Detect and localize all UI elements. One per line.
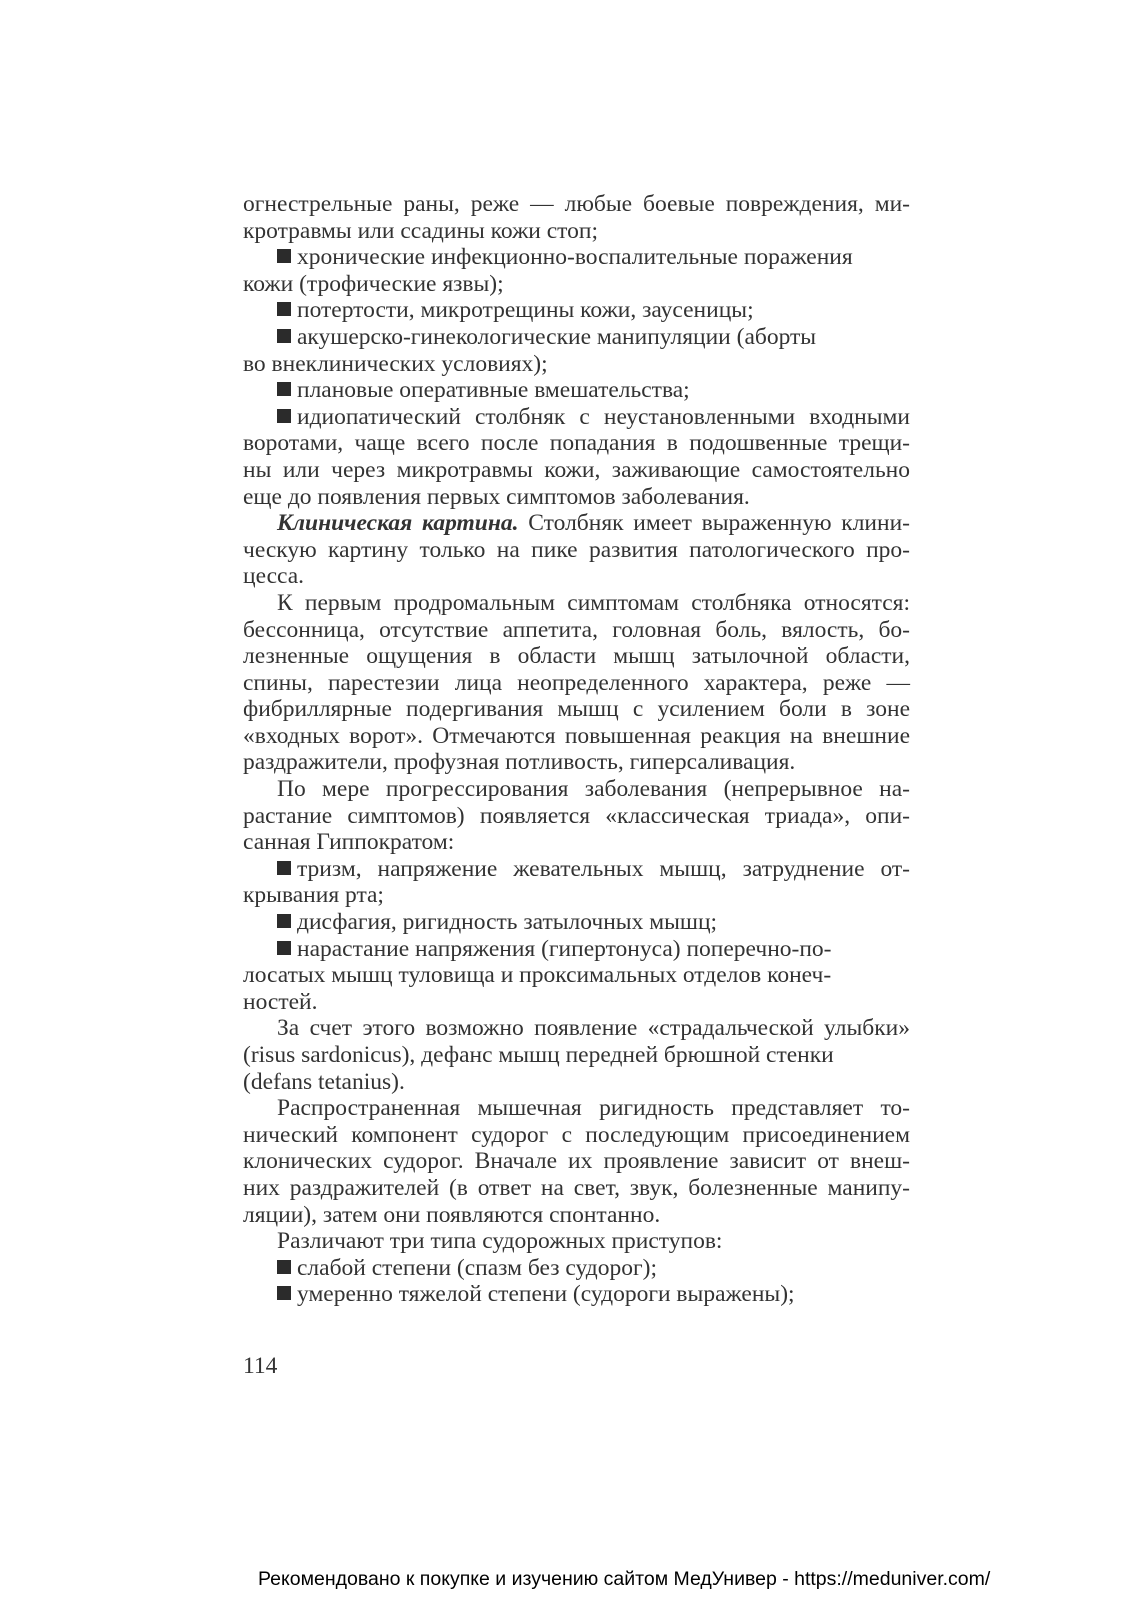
- square-bullet-icon: [277, 302, 291, 316]
- line-text: воротами, чаще всего после попадания в подошвенные трещи-: [243, 430, 910, 457]
- square-bullet-icon: [277, 382, 291, 396]
- line-text: По мере прогрессирования заболевания (непрерывное на-: [277, 776, 910, 803]
- line-text: К первым продромальным симптомам столбняка относятся:: [277, 589, 910, 616]
- text-line: [243, 989, 910, 1016]
- line-text: потертости, микротрещины кожи, заусеницы;: [297, 297, 754, 324]
- line-text: растание симптомов) появляется «классическая триада», опи-: [243, 802, 910, 829]
- line-text: (risus sardonicus), дефанс мышц передней брюшной стенки: [243, 1042, 834, 1068]
- line-text: огнестрельные раны, реже — любые боевые повреждения, ми-: [243, 191, 910, 217]
- line-text: бессонница, отсутствие аппетита, головная боль, вялость, бо-: [243, 616, 910, 643]
- text-line: [243, 1202, 910, 1229]
- text-line: [243, 457, 910, 484]
- bullet-list-item: [243, 324, 910, 351]
- line-text: слабой степени (спазм без судорог);: [297, 1254, 657, 1281]
- text-line: [243, 271, 910, 298]
- text-line: [243, 537, 910, 564]
- text-line: [243, 218, 910, 245]
- text-line: [243, 563, 910, 590]
- square-bullet-icon: [277, 329, 291, 343]
- text-line: [243, 962, 910, 989]
- square-bullet-icon: [277, 249, 291, 263]
- line-text: раздражители, профузная потливость, гиперсаливация.: [243, 749, 796, 776]
- square-bullet-icon: [277, 941, 291, 955]
- bullet-list-item: [243, 936, 910, 963]
- line-text: дисфагия, ригидность затылочных мышц;: [297, 909, 718, 936]
- text-line: [243, 670, 910, 697]
- line-text: За счет этого возможно появление «страдальческой улыбки»: [277, 1015, 910, 1042]
- line-text: нарастание напряжения (гипертонуса) поперечно-по-: [297, 935, 832, 962]
- line-text: Распространенная мышечная ригидность представляет то-: [277, 1095, 910, 1122]
- page-number: 114: [243, 1353, 278, 1379]
- line-text: во внеклинических условиях);: [243, 350, 548, 377]
- text-line: [243, 1228, 910, 1255]
- line-text: нический компонент судорог с последующим присоединением: [243, 1121, 910, 1148]
- line-text: кротравмы или ссадины кожи стоп;: [243, 217, 599, 244]
- bullet-list-item: [243, 909, 910, 936]
- bullet-list-item: [243, 377, 910, 404]
- text-line: [243, 617, 910, 644]
- text-line: [243, 1069, 910, 1096]
- body-text: [243, 191, 910, 1308]
- line-text: ностей.: [243, 988, 318, 1015]
- line-text: них раздражителей (в ответ на свет, звук, болезненные манипу-: [243, 1174, 910, 1201]
- line-text: плановые оперативные вмешательства;: [297, 377, 690, 404]
- line-text: тризм, напряжение жевательных мышц, затруднение от-: [297, 855, 910, 882]
- text-line: [243, 191, 910, 218]
- bullet-list-item: [243, 404, 910, 431]
- section-heading: Клиническая картина.: [277, 510, 519, 537]
- footer-recommendation: Рекомендовано к покупке и изучению сайтом МедУнивер - https://meduniver.com/: [258, 1568, 991, 1590]
- text-line: [243, 829, 910, 856]
- bullet-list-item: [243, 856, 910, 883]
- line-text: идиопатический столбняк с неустановленными входными: [297, 403, 910, 430]
- line-text: ческую картину только на пике развития патологического про-: [243, 536, 910, 563]
- text-line: [243, 1015, 910, 1042]
- bullet-list-item: [243, 1281, 910, 1308]
- square-bullet-icon: [277, 861, 291, 875]
- bullet-list-item: [243, 244, 910, 271]
- text-line: [243, 723, 910, 750]
- line-text: лезненные ощущения в области мышц затылочной области,: [243, 643, 910, 670]
- text-line: [243, 1095, 910, 1122]
- text-line: [243, 803, 910, 830]
- line-text: санная Гиппократом:: [243, 829, 455, 856]
- bullet-list-item: [243, 297, 910, 324]
- text-line: [243, 882, 910, 909]
- text-line: [243, 1042, 910, 1069]
- text-line: [243, 430, 910, 457]
- line-text: лосатых мышц туловища и проксимальных отделов конеч-: [243, 962, 832, 989]
- square-bullet-icon: [277, 914, 291, 928]
- text-line: [243, 590, 910, 617]
- line-text: умеренно тяжелой степени (судороги выражены);: [297, 1281, 795, 1308]
- line-text: кожи (трофические язвы);: [243, 270, 504, 297]
- text-line: [243, 351, 910, 378]
- line-text: Столбняк имеет выраженную клини-: [518, 510, 910, 537]
- text-line: [243, 643, 910, 670]
- line-text: ны или через микротравмы кожи, заживающие самостоятельно: [243, 456, 910, 483]
- text-line: [243, 1122, 910, 1149]
- line-text: акушерско-гинекологические манипуляции (аборты: [297, 323, 817, 350]
- line-text: хронические инфекционно-воспалительные поражения: [297, 244, 853, 271]
- line-text: еще до появления первых симптомов заболевания.: [243, 483, 750, 510]
- line-text: фибриллярные подергивания мышц с усилением боли в зоне: [243, 696, 910, 723]
- text-line: [243, 696, 910, 723]
- text-line: [243, 484, 910, 511]
- bullet-list-item: [243, 1255, 910, 1282]
- line-text: крывания рта;: [243, 882, 384, 909]
- line-text: клонических судорог. Вначале их проявление зависит от внеш-: [243, 1148, 910, 1175]
- text-line: [243, 1148, 910, 1175]
- line-text: спины, парестезии лица неопределенного характера, реже —: [243, 669, 910, 696]
- text-line: [243, 776, 910, 803]
- text-line: [243, 1175, 910, 1202]
- square-bullet-icon: [277, 1286, 291, 1300]
- section-heading-line: [243, 510, 910, 537]
- line-text: ляции), затем они появляются спонтанно.: [243, 1201, 661, 1228]
- square-bullet-icon: [277, 409, 291, 423]
- line-text: Различают три типа судорожных приступов:: [277, 1228, 723, 1255]
- square-bullet-icon: [277, 1260, 291, 1274]
- line-text: (defans tetanius).: [243, 1068, 405, 1095]
- text-line: [243, 749, 910, 776]
- line-text: «входных ворот». Отмечаются повышенная реакция на внешние: [243, 722, 910, 749]
- line-text: цесса.: [243, 563, 305, 590]
